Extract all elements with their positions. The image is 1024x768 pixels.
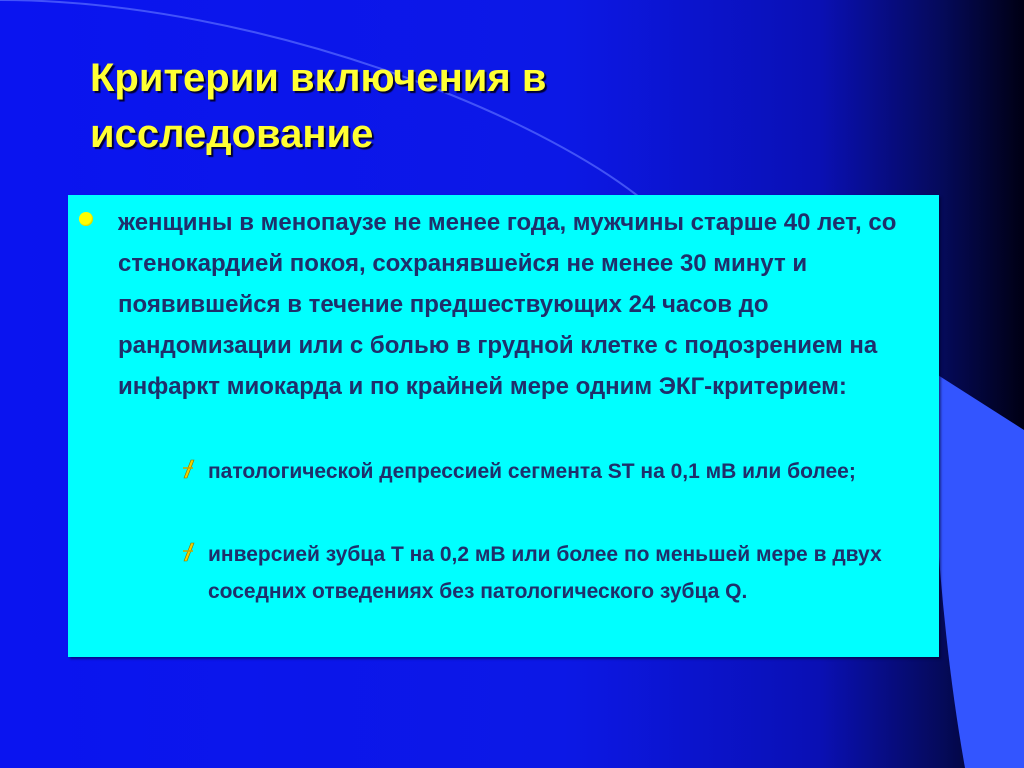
background-accent-panel: [930, 370, 1024, 768]
wedge-bullet-icon: [181, 542, 195, 562]
dot-bullet-icon: [79, 212, 93, 226]
criteria-content-box: [68, 195, 939, 657]
main-criterion-text: женщины в менопаузе не менее года, мужчины старше 40 лет, со стенокардией покоя, сохранявшейся не менее 30 минут и появившейся в течение предшествующих 24 часов до рандомизации или с болью в грудной клетке с подозрением на инфаркт миокарда и по крайней мере одним ЭКГ-критерием:: [118, 209, 897, 400]
sub-criterion-text: патологической депрессией сегмента ST на 0,1 мВ или более;: [208, 460, 856, 483]
sub-criterion-text: инверсией зубца T на 0,2 мВ или более по меньшей мере в двух соседних отведениях без патологического зубца Q.: [208, 543, 882, 603]
slide-title: Критерии включения в исследование: [90, 56, 547, 156]
wedge-bullet-icon: [181, 459, 195, 479]
